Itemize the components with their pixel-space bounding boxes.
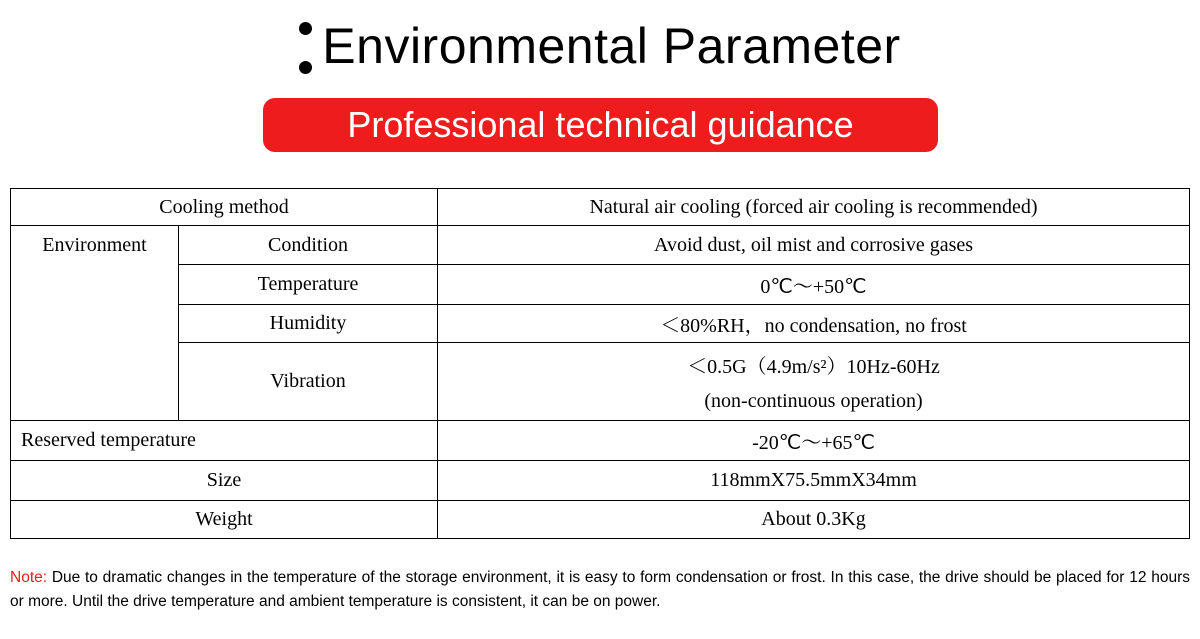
table-row (11, 305, 1190, 343)
table-row (11, 461, 1190, 501)
table-row (11, 265, 1190, 305)
guidance-badge: Professional technical guidance (263, 98, 938, 152)
environment-spacer (11, 343, 179, 421)
colon-bullet-icon (299, 22, 312, 74)
temperature-value: 0℃～+50℃ (438, 265, 1190, 305)
note-text: Due to dramatic changes in the temperature of the storage environment, it is easy to form condensation or frost. In this case, the drive should be placed for 12 hours or more. Until the drive temperature and ambient temperature is consistent, it can be on power. (10, 569, 1190, 610)
vibration-value-note: (non-continuous operation) (704, 390, 923, 412)
vibration-label: Vibration (179, 343, 438, 421)
note-label: Note: (10, 569, 48, 586)
condition-label: Condition (179, 226, 438, 265)
title-row (0, 14, 1200, 78)
vibration-value-cell (438, 343, 1190, 421)
humidity-label: Humidity (179, 305, 438, 343)
size-label: Size (11, 461, 438, 501)
cooling-method-value: Natural air cooling (forced air cooling is recommended) (438, 189, 1190, 226)
table-row (11, 343, 1190, 421)
environment-label: Environment (11, 226, 179, 265)
temperature-label: Temperature (179, 265, 438, 305)
environment-spacer (11, 305, 179, 343)
humidity-value: ＜80%RH，no condensation, no frost (438, 305, 1190, 343)
reserved-temperature-value: -20℃～+65℃ (438, 421, 1190, 461)
storage-note (10, 566, 1190, 614)
table-row (11, 189, 1190, 226)
page-title: Environmental Parameter (322, 18, 901, 74)
environment-spacer (11, 265, 179, 305)
condition-value: Avoid dust, oil mist and corrosive gases (438, 226, 1190, 265)
weight-value: About 0.3Kg (438, 501, 1190, 539)
table-row (11, 501, 1190, 539)
environment-spec-table (10, 188, 1190, 539)
table-row (11, 421, 1190, 461)
weight-label: Weight (11, 501, 438, 539)
size-value: 118mmX75.5mmX34mm (438, 461, 1190, 501)
table-row (11, 226, 1190, 265)
vibration-value: ＜0.5G（4.9m/s²）10Hz-60Hz (687, 356, 940, 378)
cooling-method-label: Cooling method (11, 189, 438, 226)
reserved-temperature-label: Reserved temperature (11, 421, 438, 461)
